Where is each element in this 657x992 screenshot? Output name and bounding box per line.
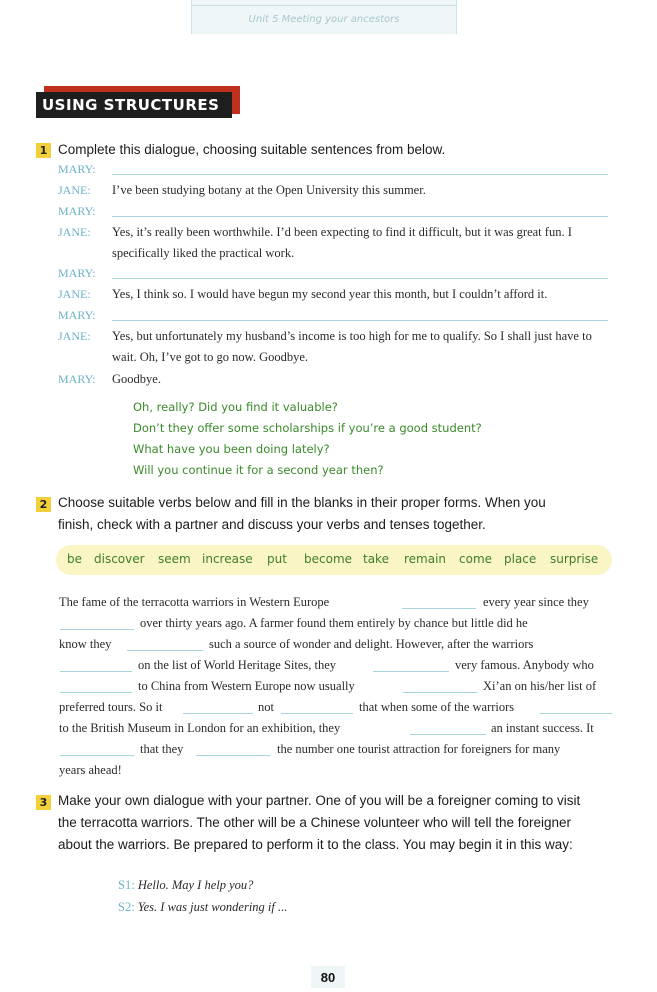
answer-blank[interactable] [112, 278, 608, 279]
word-chip: put [267, 552, 287, 566]
paragraph-text: Xi’an on his/her list of [483, 679, 597, 693]
speaker-label: JANE: [58, 329, 91, 343]
paragraph-text: on the list of World Heritage Sites, they [138, 658, 337, 672]
speaker-label: JANE: [58, 287, 91, 301]
task2-instruction-line1: Choose suitable verbs below and fill in the blanks in their proper forms. When you [58, 495, 546, 510]
answer-blank[interactable] [196, 755, 270, 756]
answer-blank[interactable] [60, 671, 132, 672]
paragraph-text: not [258, 700, 274, 714]
answer-blank[interactable] [60, 692, 132, 693]
paragraph-text: that they [140, 742, 184, 756]
word-chip: increase [202, 552, 253, 566]
option-item: Will you continue it for a second year then? [133, 463, 384, 477]
speaker-label: MARY: [58, 266, 96, 280]
speaker-label: JANE: [58, 225, 91, 239]
paragraph-text: every year since they [483, 595, 589, 609]
paragraph-text: the number one tourist attraction for foreigners for many [277, 742, 561, 756]
word-chip: seem [158, 552, 191, 566]
answer-blank[interactable] [540, 713, 612, 714]
option-item: Oh, really? Did you find it valuable? [133, 400, 338, 414]
paragraph-text: an instant success. It [491, 721, 594, 735]
speaker-label: MARY: [58, 162, 96, 176]
answer-blank[interactable] [403, 692, 477, 693]
task2-instruction-line2: finish, check with a partner and discuss your verbs and tenses together. [58, 517, 486, 532]
word-chip: remain [404, 552, 447, 566]
paragraph-text: preferred tours. So it [59, 700, 163, 714]
answer-blank[interactable] [112, 320, 608, 321]
paragraph-text: years ahead! [59, 763, 122, 777]
word-chip: become [304, 552, 353, 566]
dialogue-line: Goodbye. [112, 372, 161, 386]
section-banner [36, 88, 236, 118]
word-chip: place [504, 552, 537, 566]
paragraph-text: The fame of the terracotta warriors in Western Europe [59, 595, 330, 609]
paragraph-text: that when some of the warriors [359, 700, 515, 714]
answer-blank[interactable] [373, 671, 449, 672]
word-chip: be [67, 552, 82, 566]
paragraph-text: know they [59, 637, 112, 651]
page-number: 80 [311, 966, 345, 988]
task3-line3: about the warriors. Be prepared to perform it to the class. You may begin it in this way: [58, 837, 573, 852]
word-chip: take [363, 552, 389, 566]
answer-blank[interactable] [112, 216, 608, 217]
answer-blank[interactable] [60, 755, 134, 756]
paragraph-text: over thirty years ago. A farmer found them entirely by chance but little did he [140, 616, 528, 630]
dialogue-line: Yes, but unfortunately my husband’s income is too high for me to qualify. So I shall just have to wait. Oh, I’ve got to go now. Goodbye. [112, 329, 592, 364]
speaker-label: JANE: [58, 183, 91, 197]
task3-line1: Make your own dialogue with your partner. One of you will be a foreigner coming to visit [58, 793, 581, 808]
answer-blank[interactable] [281, 713, 353, 714]
answer-blank[interactable] [402, 608, 476, 609]
speaker-label: MARY: [58, 308, 96, 322]
example-text: Hello. May I help you? [137, 878, 254, 892]
options-list [133, 397, 482, 481]
paragraph-text: such a source of wonder and delight. However, after the warriors [209, 637, 534, 651]
paragraph-text: to the British Museum in London for an exhibition, they [59, 721, 341, 735]
example-speaker: S1: [118, 878, 135, 892]
dialogue-line: Yes, it’s really been worthwhile. I’d been expecting to find it difficult, but it was great fun. I specifically liked the practical work. [112, 225, 572, 260]
unit-header-tab [191, 0, 457, 34]
answer-blank[interactable] [127, 650, 203, 651]
paragraph-text: very famous. Anybody who [455, 658, 594, 672]
task3-line2: the terracotta warriors. The other will be a Chinese volunteer who will tell the foreigner [58, 815, 571, 830]
example-speaker: S2: [118, 900, 135, 914]
example-line [118, 878, 253, 893]
task-number-2: 2 [36, 497, 51, 512]
option-item: What have you been doing lately? [133, 442, 330, 456]
answer-blank[interactable] [183, 713, 253, 714]
answer-blank[interactable] [410, 734, 486, 735]
word-chip: come [459, 552, 493, 566]
word-chip: discover [94, 552, 145, 566]
paragraph-text: to China from Western Europe now usually [138, 679, 355, 693]
example-line [118, 900, 287, 915]
option-item: Don’t they offer some scholarships if you’re a good student? [133, 421, 482, 435]
dialogue-line: I’ve been studying botany at the Open University this summer. [112, 183, 426, 197]
unit-title: Unit 5 Meeting your ancestors [248, 14, 400, 25]
task1-instruction: Complete this dialogue, choosing suitable sentences from below. [58, 142, 446, 157]
section-title: USING STRUCTURES [36, 92, 232, 118]
task-number-3: 3 [36, 795, 51, 810]
example-text: Yes. I was just wondering if ... [137, 900, 288, 914]
answer-blank[interactable] [112, 174, 608, 175]
dialogue-line: Yes, I think so. I would have begun my second year this month, but I couldn’t afford it. [112, 287, 548, 301]
speaker-label: MARY: [58, 204, 96, 218]
word-chip: surprise [550, 552, 599, 566]
word-bank [56, 545, 612, 575]
task-number-1: 1 [36, 143, 51, 158]
speaker-label: MARY: [58, 372, 96, 386]
answer-blank[interactable] [60, 629, 134, 630]
